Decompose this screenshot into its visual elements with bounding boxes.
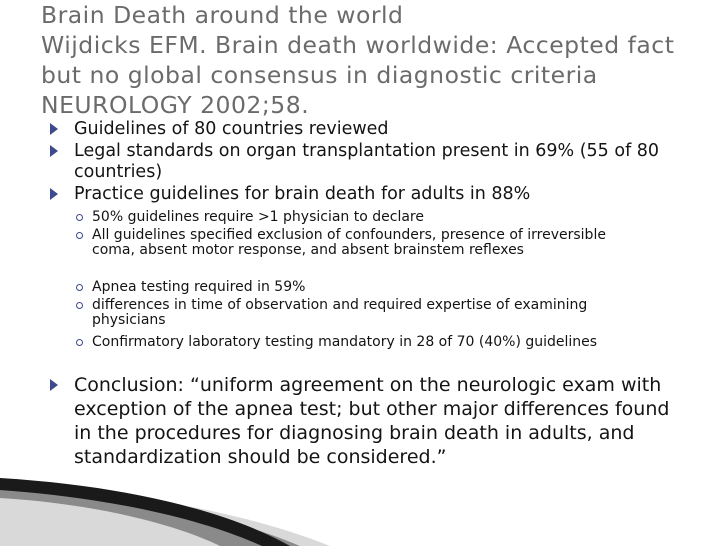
ring-bullet-icon: [76, 214, 83, 221]
ring-bullet-icon: [76, 302, 83, 309]
title-line-4: NEUROLOGY 2002;58.: [41, 91, 310, 119]
bullet-item: [74, 119, 704, 140]
ring-bullet-icon: [76, 232, 83, 239]
sub-bullet-text: Apnea testing required in 59%: [92, 279, 306, 295]
arrow-bullet-icon: [50, 379, 58, 391]
decorative-ribbon: [0, 470, 728, 546]
sub-bullet-text: All guidelines specified exclusion of confounders, presence of irreversible coma, absent motor response, and absent brainstem reflexes: [92, 227, 606, 258]
bullet-item: [74, 141, 674, 183]
arrow-bullet-icon: [50, 145, 58, 157]
ring-bullet-icon: [76, 339, 83, 346]
title-line-2: Wijdicks EFM. Brain death worldwide: Accepted fact: [41, 31, 675, 59]
sub-bullet-item: [92, 298, 612, 328]
bullet-text: Guidelines of 80 countries reviewed: [74, 119, 389, 139]
sub-bullet-text: differences in time of observation and required expertise of examining physicians: [92, 297, 588, 328]
title-line-1: Brain Death around the world: [41, 1, 404, 29]
sub-bullet-item: [92, 280, 682, 295]
arrow-bullet-icon: [50, 188, 58, 200]
title-line-3: but no global consensus in diagnostic criteria: [41, 61, 598, 89]
bullet-item: [74, 184, 704, 205]
sub-bullet-item: [92, 210, 682, 225]
sub-bullet-text: 50% guidelines require >1 physician to declare: [92, 209, 424, 225]
bullet-text: Legal standards on organ transplantation present in 69% (55 of 80 countries): [74, 141, 660, 182]
bullet-text: Conclusion: “uniform agreement on the neurologic exam with exception of the apnea test; but other major differences found in the procedures for diagnosing brain death in adults, and standardization should be considered.”: [74, 374, 670, 468]
sub-bullet-item: [92, 335, 622, 350]
sub-bullet-text: Confirmatory laboratory testing mandatory in 28 of 70 (40%) guidelines: [92, 334, 598, 350]
bullet-item: [74, 373, 689, 469]
sub-bullet-item: [92, 228, 652, 258]
bullet-text: Practice guidelines for brain death for adults in 88%: [74, 184, 531, 204]
arrow-bullet-icon: [50, 123, 58, 135]
ring-bullet-icon: [76, 284, 83, 291]
